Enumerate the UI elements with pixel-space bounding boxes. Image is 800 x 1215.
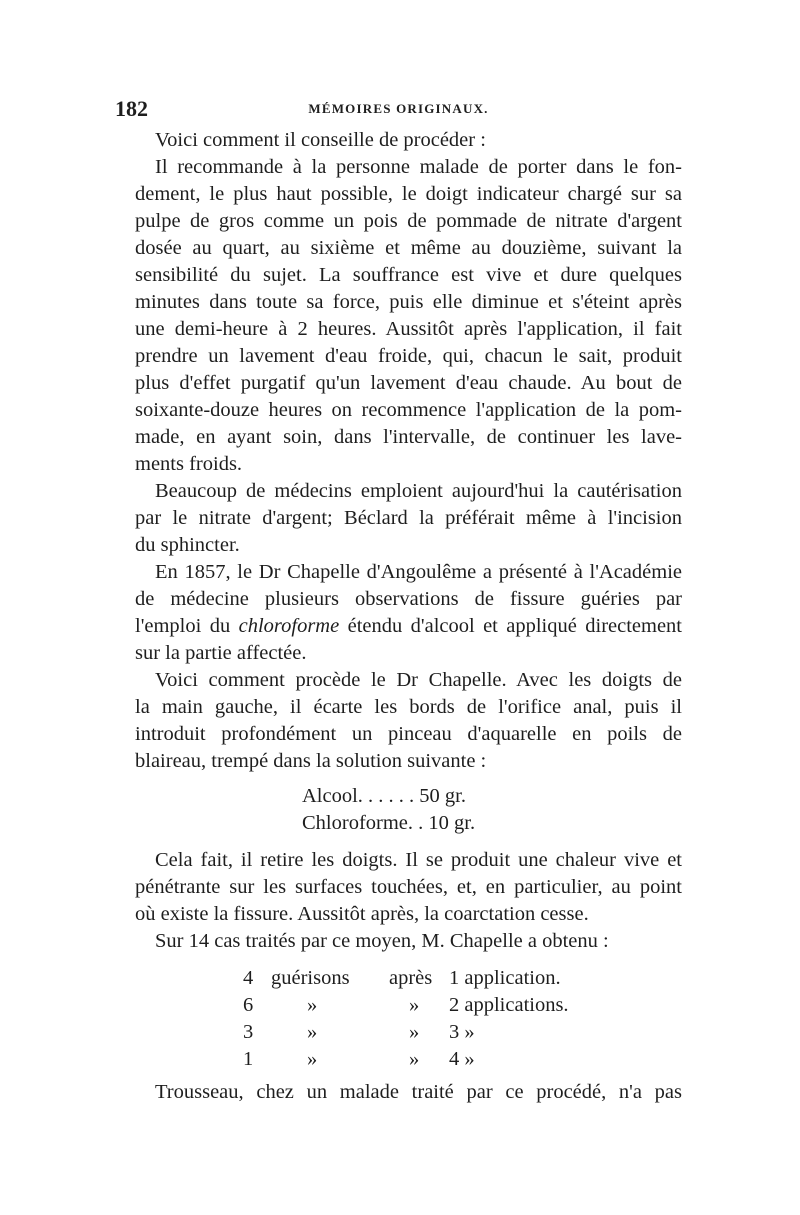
text-line: dement, le plus haut possible, le doigt indicateur chargé sur sa xyxy=(135,183,682,205)
case-count: 1 xyxy=(243,1048,254,1070)
paragraph xyxy=(115,154,682,478)
text-line: Trousseau, chez un malade traité par ce procédé, n'a pas xyxy=(155,1081,682,1103)
results-row xyxy=(243,1046,682,1073)
results-row xyxy=(243,965,682,992)
running-head: MÉMOIRES ORIGINAUX. xyxy=(308,101,489,116)
text-line: pulpe de gros comme un pois de pommade de nitrate d'argent xyxy=(135,210,682,232)
text-run: l'emploi du xyxy=(135,615,239,637)
results-row xyxy=(243,1019,682,1046)
text-line: pénétrante sur les surfaces touchées, et, en particulier, au point xyxy=(135,876,682,898)
after-word: après xyxy=(389,967,433,989)
text-line: En 1857, le Dr Chapelle d'Angoulême a présenté à l'Académie xyxy=(155,561,682,583)
outcome: guérisons xyxy=(271,967,350,989)
case-count: 6 xyxy=(243,994,254,1016)
outcome: » xyxy=(307,1021,318,1043)
text-line: made, en ayant soin, dans l'intervalle, de continuer les lave- xyxy=(135,426,682,448)
paragraph xyxy=(115,1079,682,1106)
text-line: blaireau, trempé dans la solution suivante : xyxy=(135,750,487,772)
application-count: 1 application. xyxy=(449,967,561,989)
paragraph xyxy=(115,847,682,928)
text-line: Voici comment il conseille de procéder : xyxy=(155,129,486,151)
italic-term: chloroforme xyxy=(238,615,340,637)
application-count: 4 » xyxy=(449,1048,475,1070)
text-line: minutes dans toute sa force, puis elle diminue et s'éteint après xyxy=(135,291,682,313)
text-line: une demi-heure à 2 heures. Aussitôt après l'application, il fait xyxy=(135,318,682,340)
text-line: Sur 14 cas traités par ce moyen, M. Chapelle a obtenu : xyxy=(155,930,609,952)
text-line: la main gauche, il écarte les bords de l'orifice anal, puis il xyxy=(135,696,682,718)
paragraph xyxy=(115,559,682,667)
outcome: » xyxy=(307,1048,318,1070)
formula-line: Chloroforme. . 10 gr. xyxy=(302,812,476,834)
text-line: sensibilité du sujet. La souffrance est vive et dure quelques xyxy=(135,264,682,286)
text-line: ments froids. xyxy=(135,453,243,475)
text-line: introduit profondément un pinceau d'aquarelle en poils de xyxy=(135,723,682,745)
text-line: Cela fait, il retire les doigts. Il se produit une chaleur vive et xyxy=(155,849,682,871)
formula xyxy=(302,783,682,837)
text-line: Voici comment procède le Dr Chapelle. Avec les doigts de xyxy=(155,669,682,691)
after-word: » xyxy=(409,1048,420,1070)
text-line: du sphincter. xyxy=(135,534,240,556)
paragraph xyxy=(115,478,682,559)
application-count: 2 applications. xyxy=(449,994,569,1016)
text-line xyxy=(115,613,682,640)
text-run: étendu d'alcool et appliqué directement xyxy=(339,615,682,637)
text-line: soixante-douze heures on recommence l'application de la pom- xyxy=(135,399,682,421)
text-line: sur la partie affectée. xyxy=(135,642,307,664)
formula-line: Alcool. . . . . . 50 gr. xyxy=(302,785,466,807)
case-count: 3 xyxy=(243,1021,254,1043)
after-word: » xyxy=(409,1021,420,1043)
outcome: » xyxy=(307,994,318,1016)
page-header xyxy=(115,96,682,120)
text-line: dosée au quart, au sixième et même au douzième, suivant la xyxy=(135,237,682,259)
text-line: où existe la fissure. Aussitôt après, la coarctation cesse. xyxy=(135,903,589,925)
after-word: » xyxy=(409,994,420,1016)
results-row xyxy=(243,992,682,1019)
text-line: prendre un lavement d'eau froide, qui, chacun le sait, produit xyxy=(135,345,682,367)
text-line: plus d'effet purgatif qu'un lavement d'eau chaude. Au bout de xyxy=(135,372,682,394)
paragraph xyxy=(115,127,682,154)
text-line: Il recommande à la personne malade de porter dans le fon- xyxy=(155,156,682,178)
results-table xyxy=(243,965,682,1073)
paragraph xyxy=(115,928,682,955)
text-line: de médecine plusieurs observations de fissure guéries par xyxy=(135,588,682,610)
paragraph xyxy=(115,667,682,775)
page-number: 182 xyxy=(115,96,148,121)
text-line: par le nitrate d'argent; Béclard la préférait même à l'incision xyxy=(135,507,682,529)
body-text xyxy=(115,127,682,1106)
text-line: Beaucoup de médecins emploient aujourd'hui la cautérisation xyxy=(155,480,682,502)
case-count: 4 xyxy=(243,967,254,989)
application-count: 3 » xyxy=(449,1021,475,1043)
